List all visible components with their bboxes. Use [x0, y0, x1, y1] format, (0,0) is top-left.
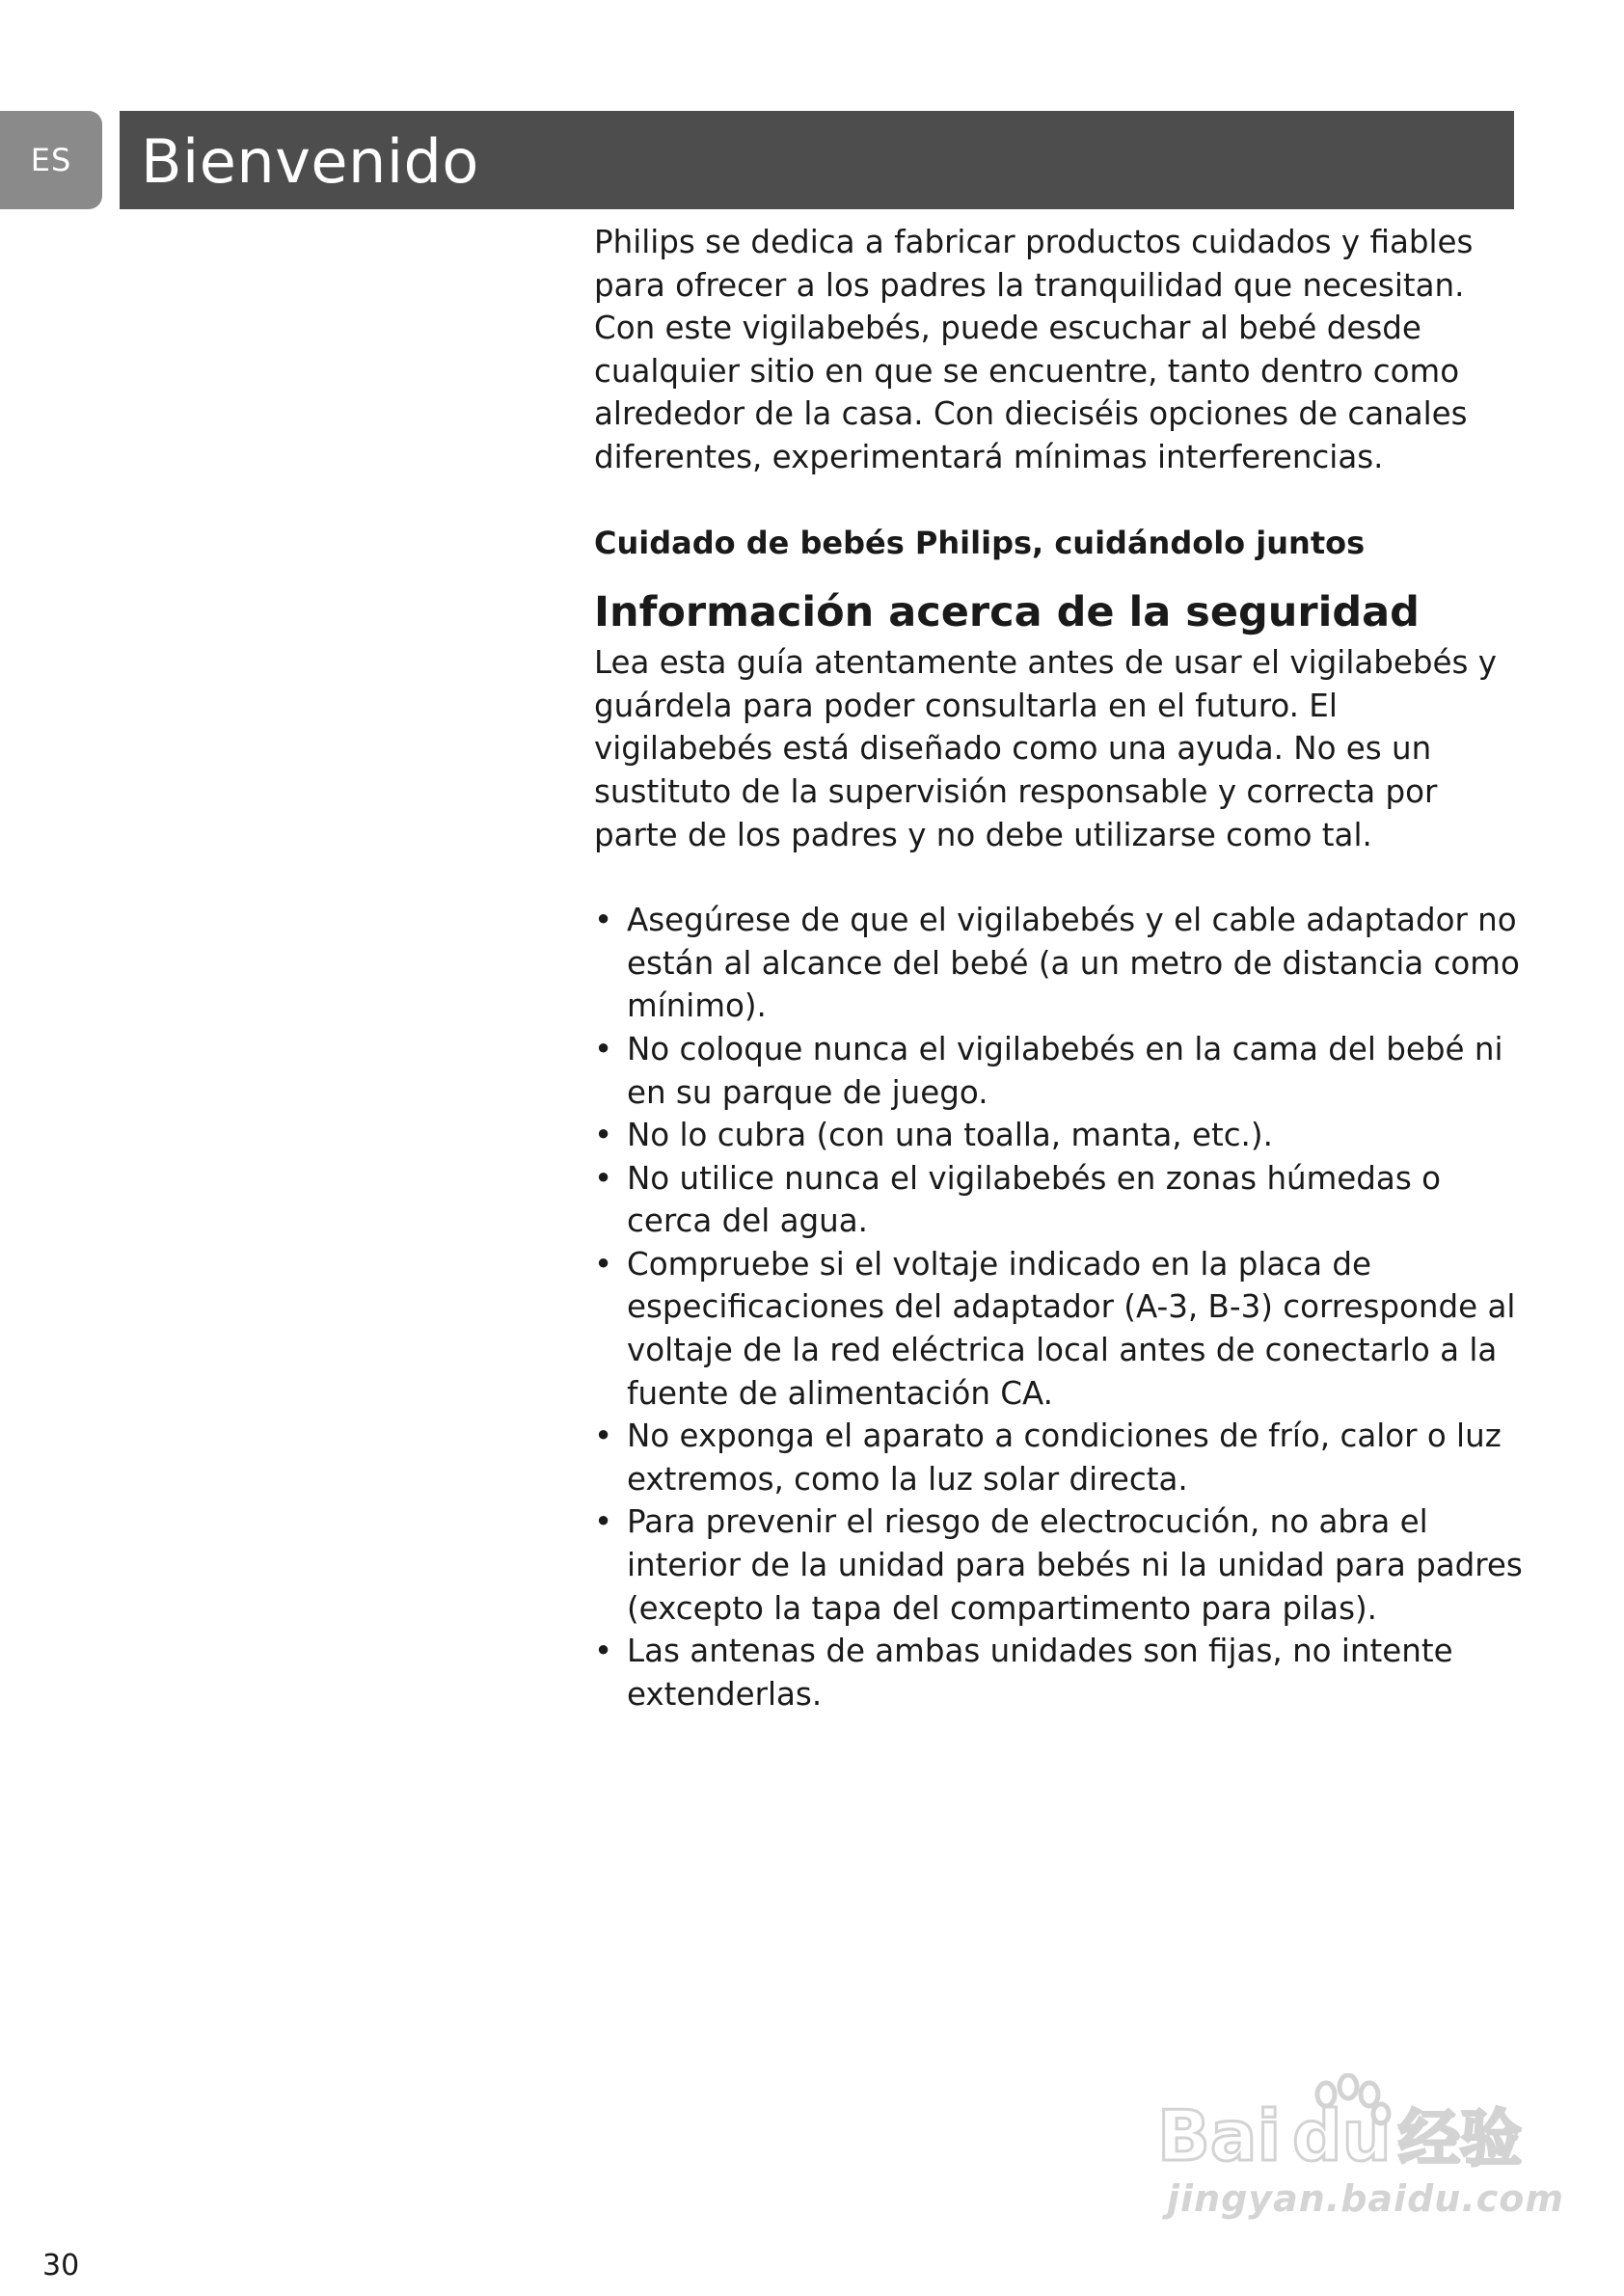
list-item: [594, 1415, 1524, 1500]
baidu-paw-logo-icon: [1157, 2073, 1543, 2170]
language-tab: [0, 111, 102, 209]
list-item-text: No exponga el aparato a condiciones de frío, calor o luz extremos, como la luz solar directa.: [627, 1418, 1502, 1498]
list-item-text: Las antenas de ambas unidades son fijas, no intente extenderlas.: [627, 1633, 1453, 1713]
bullet-icon: •: [594, 1245, 613, 1283]
list-item: [594, 1157, 1524, 1243]
list-item: [594, 1243, 1524, 1415]
safety-bullet-list: [594, 899, 1524, 1715]
list-item-text: Compruebe si el voltaje indicado en la placa de especificaciones del adaptador (A-3, B-3) corresponde al voltaje de la red eléctrica local antes de conectarlo a la fuente de alimentación CA.: [627, 1245, 1516, 1412]
list-item-text: No lo cubra (con una toalla, manta, etc.).: [627, 1117, 1273, 1154]
bullet-icon: •: [594, 1159, 613, 1197]
bullet-icon: •: [594, 1633, 613, 1670]
list-item: [594, 1114, 1524, 1157]
main-content: [594, 221, 1524, 1715]
svg-text:du: du: [1292, 2095, 1392, 2170]
safety-heading: Información acerca de la seguridad: [594, 588, 1420, 637]
list-item-text: Asegúrese de que el vigilabebés y el cable adaptador no están al alcance del bebé (a un metro de distancia como mínimo).: [627, 902, 1520, 1025]
page-number: 30: [42, 2249, 80, 2282]
bullet-icon: •: [594, 1117, 613, 1154]
list-item: [594, 1500, 1524, 1630]
list-item: [594, 899, 1524, 1028]
title-bar: [120, 111, 1514, 209]
list-item-text: No utilice nunca el vigilabebés en zonas húmedas o cerca del agua.: [627, 1159, 1441, 1240]
watermark: [1157, 2073, 1564, 2220]
bullet-icon: •: [594, 902, 613, 939]
list-item: [594, 1630, 1524, 1715]
bullet-icon: •: [594, 1503, 613, 1541]
list-item-text: Para prevenir el riesgo de electrocución, no abra el interior de la unidad para bebés ni la unidad para padres (excepto la tapa del compartimento para pilas).: [627, 1503, 1523, 1627]
list-item: [594, 1028, 1524, 1114]
intro-paragraph: Philips se dedica a fabricar productos cuidados y fiables para ofrecer a los padres la tranquilidad que necesitan. Con este vigilabebés, puede escuchar al bebé desde cualquier sitio en que se encuentre, tanto dentro como alrededor de la casa. Con dieciséis opciones de canales diferentes, experimentará mínimas interferencias.: [594, 224, 1474, 475]
svg-text:经验: 经验: [1398, 2104, 1522, 2170]
safety-paragraph: Lea esta guía atentamente antes de usar el vigilabebés y guárdela para poder consultarla en el futuro. El vigilabebés está diseñado como una ayuda. No es un sustituto de la supervisión responsable y correcta por parte de los padres y no debe utilizarse como tal.: [594, 644, 1498, 853]
svg-text:Bai: Bai: [1157, 2095, 1282, 2170]
list-item-text: No coloque nunca el vigilabebés en la cama del bebé ni en su parque de juego.: [627, 1030, 1503, 1111]
bullet-icon: •: [594, 1418, 613, 1455]
page-title: Bienvenido: [141, 126, 479, 197]
watermark-url: jingyan.baidu.com: [1167, 2177, 1564, 2220]
language-tab-label: ES: [30, 142, 72, 178]
bullet-icon: •: [594, 1030, 613, 1067]
tagline: Cuidado de bebés Philips, cuidándolo juntos: [594, 524, 1366, 561]
